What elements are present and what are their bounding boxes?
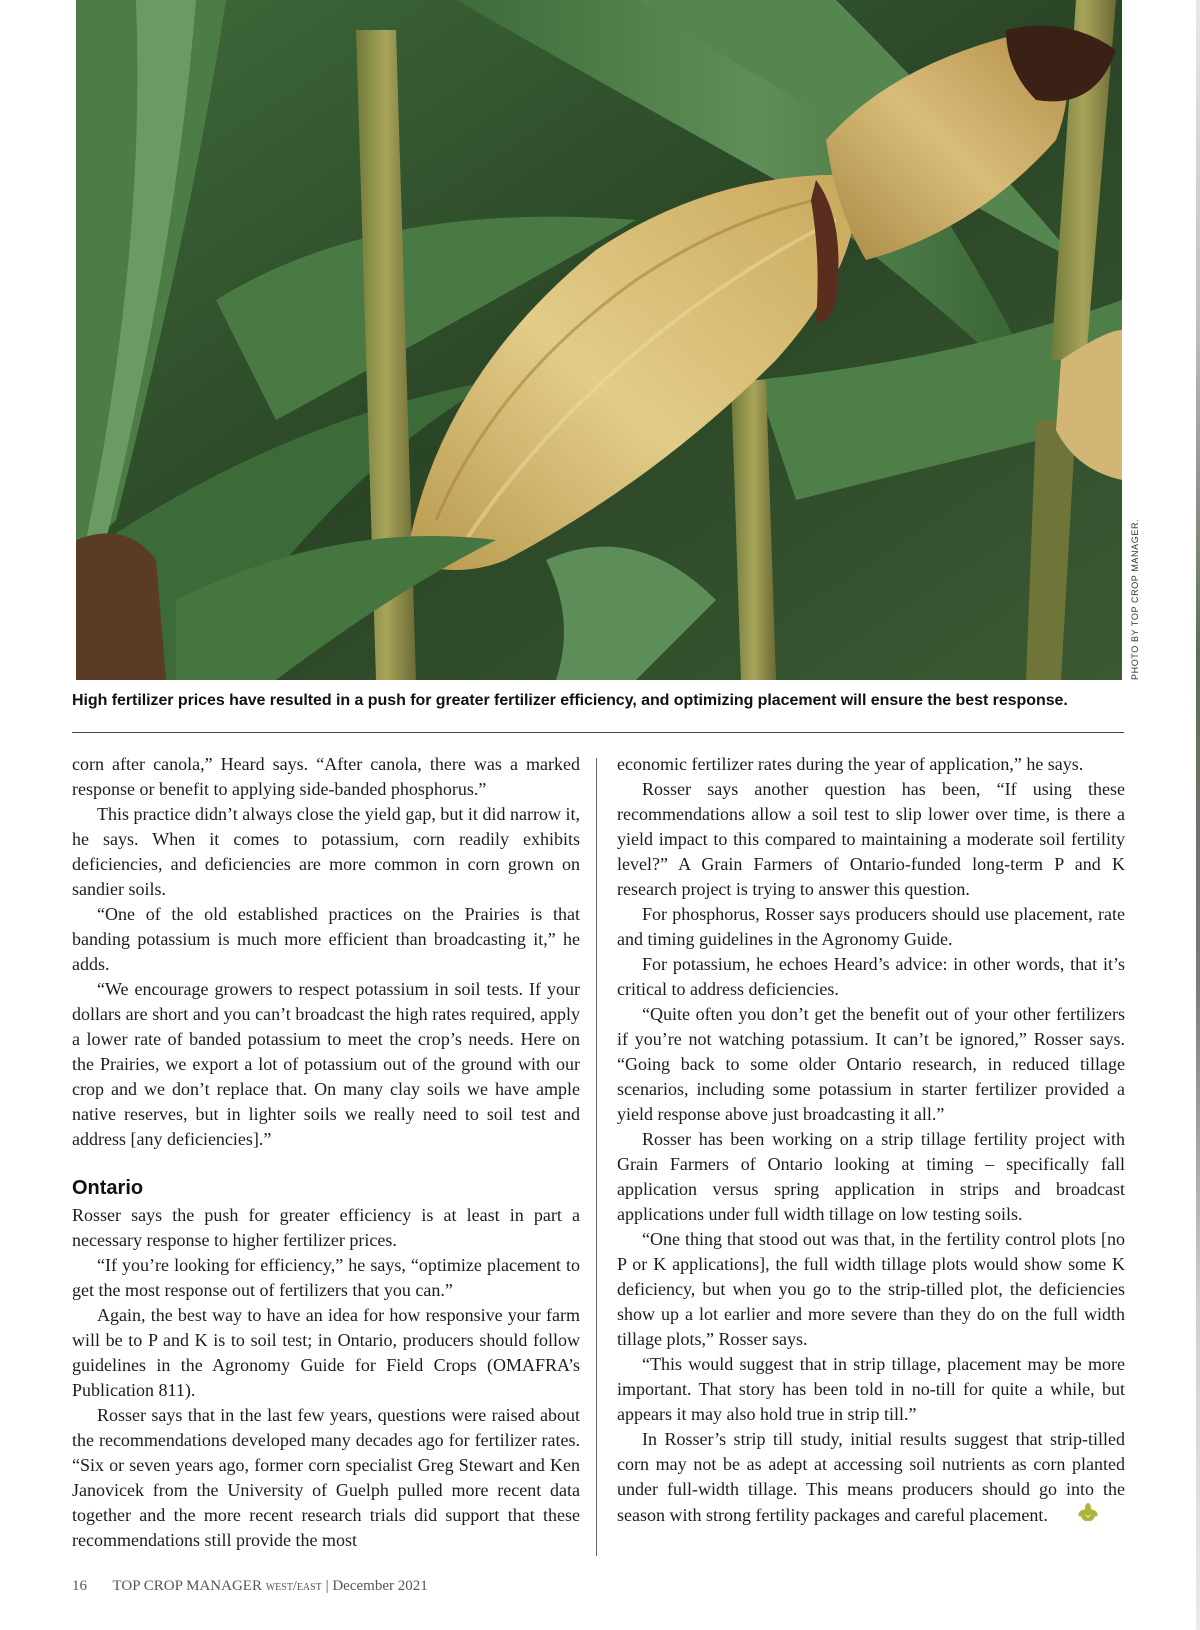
section-heading: Ontario xyxy=(72,1177,144,1199)
article-right-column xyxy=(617,752,1125,1531)
paragraph: “One thing that stood out was that, in the fertility control plots [no P or K applications], the full width tillage plots would show some K deficiency, but when you go to the strip-tilled plot, the deficiencies show up a lot earlier and more severe than they do on the full width tillage plots,” Rosser says. xyxy=(617,1229,1125,1349)
paragraph: Again, the best way to have an idea for how responsive your farm will be to P and K is to soil test; in Ontario, producers should follow guidelines in the Agronomy Guide for Field Crops (OMAFRA’s Publication 811). xyxy=(72,1305,580,1400)
paragraph: This practice didn’t always close the yield gap, but it did narrow it, he says. When it comes to potassium, corn readily exhibits deficiencies, and deficiencies are more common in corn grown on sandier soils. xyxy=(72,804,580,899)
magazine-edition: west/east xyxy=(265,1579,322,1594)
paragraph: Rosser says the push for greater efficiency is at least in part a necessary response to higher fertilizer prices. xyxy=(72,1205,580,1250)
paragraph: “Quite often you don’t get the benefit out of your other fertilizers if you’re not watching potassium. It can’t be ignored,” Rosser says. “Going back to some older Ontario research, in reduced tillage scenarios, including some potassium in starter fertilizer provided a yield response above just broadcasting it all.” xyxy=(617,1004,1125,1124)
final-paragraph xyxy=(617,1427,1125,1531)
photo-caption: High fertilizer prices have resulted in a push for greater fertilizer efficiency, and optimizing placement will ensure the best response. xyxy=(72,692,1068,709)
footer-separator: | xyxy=(325,1578,329,1594)
paragraph: Rosser has been working on a strip tillage fertility project with Grain Farmers of Ontario looking at timing – specifically fall application versus spring application in strips and broadcast applications under full width tillage on low testing soils. xyxy=(617,1129,1125,1224)
paragraph: “This would suggest that in strip tillage, placement may be more important. That story has been told in no-till for quite a while, but appears it may also hold true in strip till.” xyxy=(617,1354,1125,1424)
page-edge-strip xyxy=(1196,0,1200,1630)
corn-ear-photo xyxy=(76,0,1122,680)
magazine-name: TOP CROP MANAGER xyxy=(112,1578,262,1594)
paragraph: For phosphorus, Rosser says producers should use placement, rate and timing guidelines in the Agronomy Guide. xyxy=(617,904,1125,949)
article-left-column xyxy=(72,752,580,1553)
corn-photo-illustration xyxy=(76,0,1122,680)
paragraph: “We encourage growers to respect potassium in soil tests. If your dollars are short and you can’t broadcast the high rates required, apply a lower rate of banded potassium to meet the crop’s needs. Here on the Prairies, we export a lot of potassium out of the ground with our crop and we don’t replace that. On many clay soils we have ample native reserves, but in lighter soils we really need to soil test and address [any deficiencies].” xyxy=(72,979,580,1149)
paragraph: corn after canola,” Heard says. “After canola, there was a marked response or benefit to applying side-banded phosphorus.” xyxy=(72,754,580,799)
leaf-end-icon xyxy=(1052,1502,1099,1531)
paragraph: Rosser says that in the last few years, questions were raised about the recommendations developed many decades ago for fertilizer rates. “Six or seven years ago, former corn specialist Greg Stewart and Ken Janovicek from the University of Guelph pulled more recent data together and the more recent research trials did support that these recommendations still provide the most xyxy=(72,1405,580,1550)
paragraph: “One of the old established practices on the Prairies is that banding potassium is much more efficient than broadcasting it,” he adds. xyxy=(72,904,580,974)
column-divider xyxy=(596,758,597,1556)
paragraph: For potassium, he echoes Heard’s advice: in other words, that it’s critical to address deficiencies. xyxy=(617,954,1125,999)
paragraph-text: In Rosser’s strip till study, initial results suggest that strip-tilled corn may not be as adept at accessing soil nutrients as corn planted under full-width tillage. This means producers should go into the season with strong fertility packages and careful placement. xyxy=(617,1429,1125,1525)
paragraph: “If you’re looking for efficiency,” he says, “optimize placement to get the most response out of fertilizers that you can.” xyxy=(72,1255,580,1300)
paragraph: economic fertilizer rates during the year of application,” he says. xyxy=(617,754,1084,774)
caption-rule xyxy=(72,732,1124,733)
issue-date: December 2021 xyxy=(332,1578,428,1594)
page-number: 16 xyxy=(72,1578,87,1594)
page-footer xyxy=(72,1578,428,1595)
paragraph: Rosser says another question has been, “If using these recommendations allow a soil test to slip lower over time, is there a yield impact to this compared to maintaining a moderate soil fertility level?” A Grain Farmers of Ontario-funded long-term P and K research project is trying to answer this question. xyxy=(617,779,1125,899)
photo-credit: PHOTO BY TOP CROP MANAGER. xyxy=(1130,518,1140,680)
